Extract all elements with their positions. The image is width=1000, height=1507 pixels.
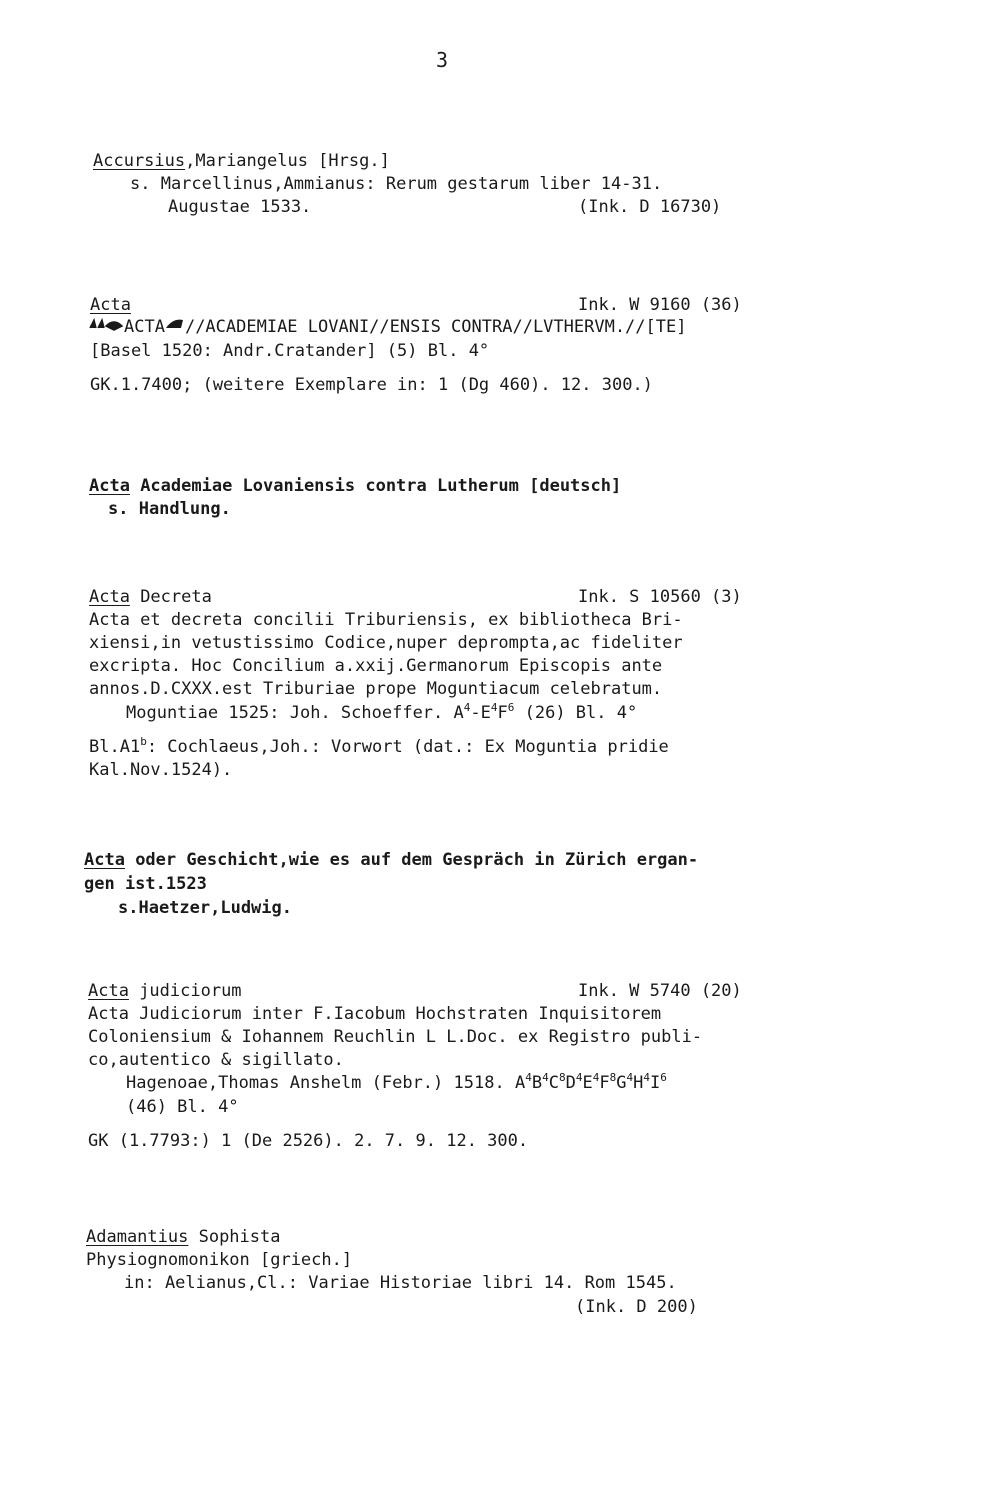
entry-heading-rest: Decreta (129, 587, 212, 607)
entry-heading-rest: oder Geschicht,wie es auf dem Gespräch in Zürich ergan- (124, 850, 699, 870)
signature-count: 6 (507, 701, 515, 714)
entry-reference: s. Marcellinus,Ammianus: Rerum gestarum liber 14-31. (130, 174, 663, 194)
signature-letter: F (599, 1073, 610, 1093)
signature-count: 4 (463, 701, 471, 714)
entry-title-line: gen ist.1523 (84, 874, 207, 894)
page-number: 3 (436, 48, 449, 72)
entry-heading-rest: judiciorum (128, 981, 242, 1001)
signature-letter: D (565, 1073, 576, 1093)
signature-letter: C (548, 1073, 559, 1093)
entry-heading: Acta (88, 981, 129, 1001)
note-text: Bl.A1 (89, 737, 141, 757)
entry-heading: Acta (90, 295, 131, 315)
signature-count: 4 (525, 1071, 532, 1084)
entry-title-part: //ACADEMIAE LOVANI//ENSIS CONTRA//LVTHERVM.//[TE] (184, 317, 687, 337)
entry-accursius-heading-line (93, 150, 390, 172)
entry-acta3-heading-line (89, 586, 212, 608)
signature-count: 4 (490, 701, 498, 714)
entry-holdings: GK (1.7793:) 1 (De 2526). 2. 7. 9. 12. 300. (88, 1131, 529, 1151)
entry-title-line: Acta Judiciorum inter F.Iacobum Hochstraten Inquisitorem (88, 1004, 662, 1024)
entry-title-line: co,autentico & sigillato. (88, 1050, 344, 1070)
entry-place: Augustae 1533. (168, 197, 312, 217)
signature-count: 4 (592, 1071, 600, 1084)
signature-letter: H (633, 1073, 644, 1093)
entry-shelfmark: (Ink. D 200) (575, 1297, 698, 1317)
signature-count: 4 (542, 1071, 549, 1084)
collation-formula (515, 1073, 667, 1093)
entry-title-line: Physiognomonikon [griech.] (86, 1250, 353, 1270)
signature-letter: B (531, 1073, 543, 1093)
note-text: : Cochlaeus,Joh.: Vorwort (dat.: Ex Moguntia pridie (146, 737, 669, 757)
entry-title-line: xiensi,in vetustissimo Codice,nuper deprompta,ac fideliter (89, 633, 683, 653)
entry-shelfmark: (Ink. D 16730) (578, 197, 722, 217)
entry-reference: s.Haetzer,Ludwig. (118, 898, 292, 918)
signature-count: 6 (660, 1071, 667, 1084)
entry-heading-rest: Sophista (188, 1227, 281, 1247)
entry-heading: Acta (89, 587, 130, 607)
signature-letter: G (616, 1073, 627, 1093)
entry-heading: Accursius (93, 151, 186, 171)
entry-shelfmark: Ink. S 10560 (3) (578, 587, 742, 607)
entry-note (89, 736, 669, 758)
woodcut-mark-icon (165, 316, 185, 338)
entry-title-line: Coloniensium & Iohannem Reuchlin L L.Doc. ex Registro publi- (88, 1027, 703, 1047)
entry-imprint (126, 702, 637, 724)
entry-heading: Acta (89, 476, 130, 496)
entry-adamantius-heading-line (86, 1226, 280, 1248)
signature-count: 8 (558, 1071, 566, 1084)
signature-letter: A (514, 1073, 526, 1093)
note-superscript: b (140, 735, 147, 748)
signature-count: 4 (575, 1071, 583, 1084)
entry-heading-rest: ,Mariangelus [Hrsg.] (185, 151, 390, 171)
entry-heading-rest: Academiae Lovaniensis contra Lutherum [deutsch] (129, 476, 622, 496)
entry-collation-end: (46) Bl. 4° (126, 1097, 239, 1117)
imprint-text: (26) Bl. 4° (514, 703, 638, 723)
imprint-text: Hagenoae,Thomas Anshelm (Febr.) 1518. (126, 1073, 515, 1093)
entry-title-line: excripta. Hoc Concilium a.xxij.Germanorum Episcopis ante (89, 656, 663, 676)
entry-title-line: Acta et decreta concilii Triburiensis, ex bibliotheca Bri- (89, 610, 683, 630)
entry-shelfmark: Ink. W 5740 (20) (578, 981, 742, 1001)
entry-note: Kal.Nov.1524). (89, 760, 233, 780)
entry-acta5-heading-line (88, 980, 242, 1002)
entry-imprint (126, 1072, 667, 1094)
entry-acta4-heading-line (84, 849, 698, 871)
signature-letter: F (497, 703, 508, 723)
entry-heading: Acta (84, 850, 125, 870)
entry-acta2-heading-line (89, 475, 621, 497)
entry-title-line: annos.D.CXXX.est Triburiae prope Moguntiacum celebratum. (89, 679, 663, 699)
entry-reference: s. Handlung. (108, 499, 231, 519)
entry-title-line (88, 316, 686, 338)
entry-reference: in: Aelianus,Cl.: Variae Historiae libri 14. Rom 1545. (124, 1273, 677, 1293)
signature-count: 8 (609, 1071, 617, 1084)
signature-count: 4 (626, 1071, 634, 1084)
entry-title-part: ACTA (124, 317, 165, 337)
signature-letter: E (582, 1073, 593, 1093)
signature-count: 4 (643, 1071, 650, 1084)
entry-imprint: [Basel 1520: Andr.Cratander] (5) Bl. 4° (90, 341, 490, 361)
entry-heading: Adamantius (86, 1227, 189, 1247)
entry-holdings: GK.1.7400; (weitere Exemplare in: 1 (Dg 460). 12. 300.) (90, 375, 653, 395)
signature-letter: I (649, 1073, 661, 1093)
woodcut-mark-icon (88, 316, 124, 338)
signature-letter: -E (470, 703, 491, 723)
entry-shelfmark: Ink. W 9160 (36) (578, 295, 742, 315)
imprint-text: Moguntiae 1525: Joh. Schoeffer. A (126, 703, 464, 723)
